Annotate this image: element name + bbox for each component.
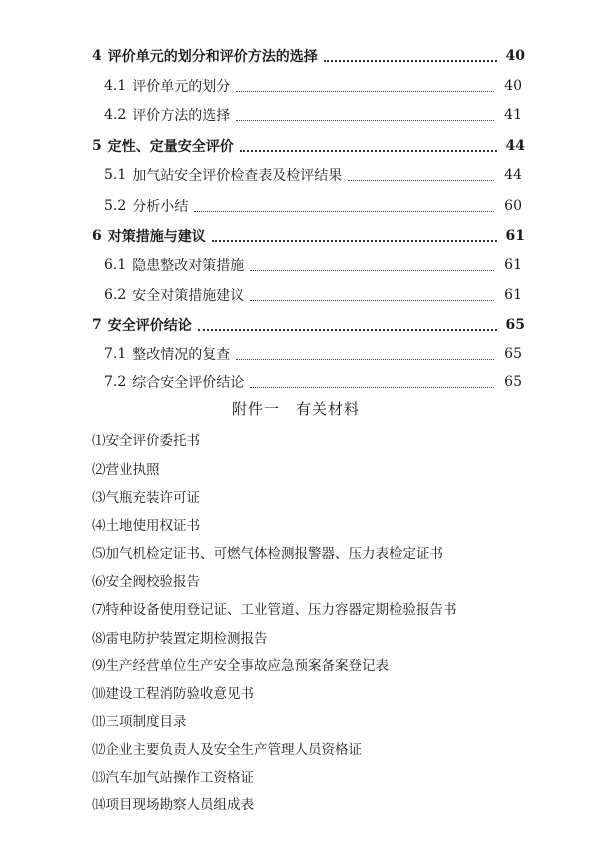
toc-leader-dots: [198, 329, 497, 331]
toc-page-number: 40: [504, 78, 522, 94]
toc-title: 整改情况的复查: [132, 347, 231, 363]
toc-leader-dots: [250, 387, 494, 388]
toc-entry-7-1[interactable]: [104, 342, 522, 366]
toc-title: 评价方法的选择: [132, 108, 231, 124]
toc-number: 7.2: [104, 374, 127, 390]
toc-entry-4-1[interactable]: [104, 74, 522, 98]
appendix-item: ⑷土地使用权证书: [92, 518, 200, 534]
toc-title: 安全对策措施建议: [132, 288, 245, 304]
toc-number: 5.2: [104, 198, 127, 214]
toc-entry-5-2[interactable]: [104, 194, 522, 218]
toc-number: 7.1: [104, 346, 127, 362]
appendix-item: ⒀汽车加气站操作工资格证: [92, 770, 254, 786]
toc-number: 6.1: [104, 257, 127, 273]
toc-page-number: 60: [504, 198, 522, 214]
appendix-item: ⑼生产经营单位生产安全事故应急预案备案登记表: [92, 658, 389, 674]
toc-entry-6-1[interactable]: [104, 253, 522, 277]
appendix-title: 附件一 有关材料: [231, 400, 360, 418]
toc-entry-5-1[interactable]: [104, 163, 522, 187]
toc-leader-dots: [194, 211, 494, 212]
appendix-item: ⑵营业执照: [92, 462, 160, 478]
toc-title: 评价单元的划分: [132, 79, 231, 95]
toc-entry-4-2[interactable]: [104, 103, 522, 127]
toc-page-number: 44: [505, 138, 525, 154]
toc-page-number: 61: [505, 228, 525, 244]
toc-number: 5: [92, 138, 102, 154]
toc-entry-7-2[interactable]: [104, 370, 522, 394]
appendix-item: ⑺特种设备使用登记证、工业管道、压力容器定期检验报告书: [92, 602, 457, 618]
appendix-item: ⑻雷电防护装置定期检测报告: [92, 631, 268, 647]
toc-title: 综合安全评价结论: [132, 375, 245, 391]
toc-leader-dots: [236, 359, 494, 360]
toc-number: 6.2: [104, 287, 127, 303]
appendix-item: ⑸加气机检定证书、可燃气体检测报警器、压力表检定证书: [92, 546, 443, 562]
toc-leader-dots: [236, 91, 494, 92]
toc-leader-dots: [348, 180, 494, 181]
toc-entry-6-2[interactable]: [104, 283, 522, 307]
toc-number: 6: [92, 228, 102, 244]
toc-number: 4.2: [104, 107, 127, 123]
appendix-item: ⑾三项制度目录: [92, 714, 187, 730]
toc-title: 加气站安全评价检查表及检评结果: [132, 168, 343, 184]
appendix-item: ⑿企业主要负责人及安全生产管理人员资格证: [92, 742, 362, 758]
toc-number: 7: [92, 317, 102, 333]
toc-number: 4: [92, 48, 102, 64]
toc-leader-dots: [250, 300, 494, 301]
toc-page-number: 65: [505, 317, 525, 333]
toc-entry-7[interactable]: [92, 313, 525, 337]
toc-page-number: 65: [504, 374, 522, 390]
toc-leader-dots: [236, 120, 494, 121]
toc-title: 定性、定量安全评价: [107, 139, 234, 155]
toc-page-number: 41: [504, 107, 522, 123]
toc-entry-6[interactable]: [92, 224, 525, 248]
appendix-item: ⑹安全阀校验报告: [92, 574, 200, 590]
appendix-item: ⑶气瓶充装许可证: [92, 490, 200, 506]
toc-leader-dots: [324, 60, 497, 62]
toc-title: 对策措施与建议: [107, 229, 206, 245]
toc-number: 5.1: [104, 167, 127, 183]
toc-leader-dots: [250, 270, 494, 271]
toc-number: 4.1: [104, 78, 127, 94]
toc-title: 分析小结: [132, 199, 189, 215]
appendix-item: ⑴安全评价委托书: [92, 433, 200, 449]
toc-leader-dots: [240, 150, 497, 152]
toc-page-number: 61: [504, 257, 522, 273]
toc-page-number: 65: [504, 346, 522, 362]
toc-page-number: 61: [504, 287, 522, 303]
toc-page-number: 44: [504, 167, 522, 183]
toc-title: 隐患整改对策措施: [132, 258, 245, 274]
appendix-item: ⒁项目现场勘察人员组成表: [92, 797, 254, 813]
toc-title: 安全评价结论: [107, 318, 192, 334]
toc-page-number: 40: [505, 48, 525, 64]
toc-entry-4[interactable]: [92, 44, 525, 68]
toc-entry-5[interactable]: [92, 134, 525, 158]
toc-title: 评价单元的划分和评价方法的选择: [107, 49, 318, 65]
appendix-item: ⑽建设工程消防验收意见书: [92, 686, 254, 702]
toc-leader-dots: [212, 240, 497, 242]
